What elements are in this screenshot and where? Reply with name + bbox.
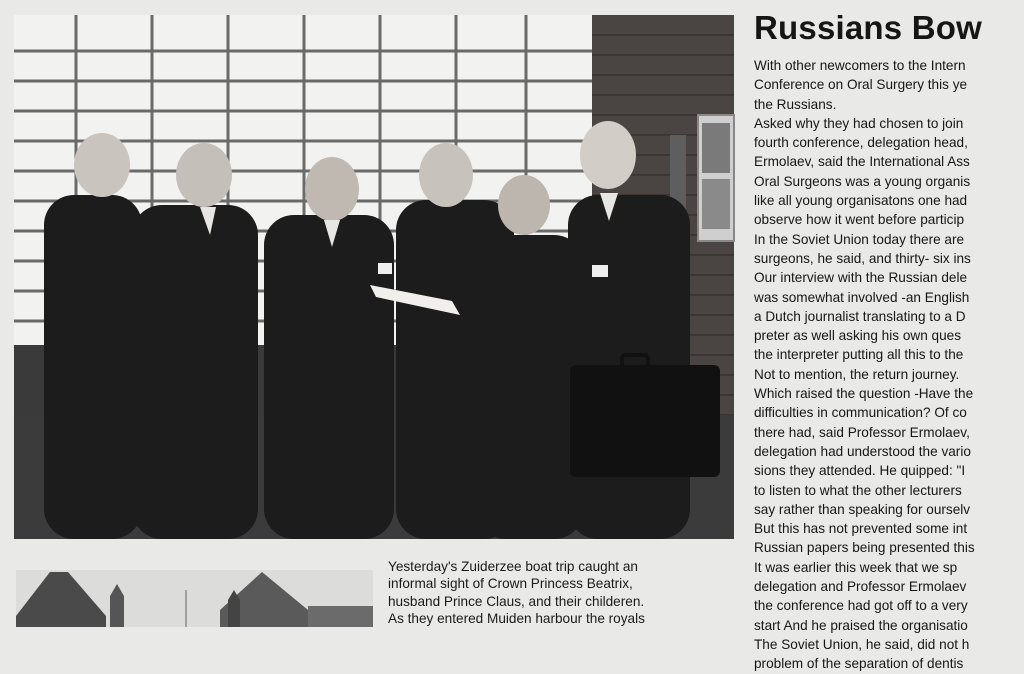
article-line: to listen to what the other lecturers xyxy=(754,482,962,498)
article-line: delegation had understood the vario xyxy=(754,443,971,459)
article-line: say rather than speaking for ourselv xyxy=(754,501,971,517)
article-line: But this has not prevented some int xyxy=(754,521,968,537)
article-line: Our interview with the Russian dele xyxy=(754,270,968,286)
article-line: the Russians. xyxy=(754,96,837,112)
article-line: fourth conference, delegation head, xyxy=(754,135,968,151)
article-line: It was earlier this week that we sp xyxy=(754,559,958,575)
article-line: preter as well asking his own ques xyxy=(754,328,962,344)
article-line: start And he praised the organisatio xyxy=(754,617,968,633)
article-line: was somewhat involved -an English xyxy=(754,289,970,305)
article-line: Russian papers being presented this xyxy=(754,540,975,556)
caption-line: husband Prince Claus, and their childeren. xyxy=(388,593,645,609)
article-line: Not to mention, the return journey. xyxy=(754,366,960,382)
caption-line: informal sight of Crown Princess Beatrix, xyxy=(388,576,633,592)
caption-line: As they entered Muiden harbour the royals xyxy=(388,611,645,627)
article-line: With other newcomers to the Intern xyxy=(754,58,966,73)
article-body xyxy=(754,56,1024,674)
article-headline: Russians Bow xyxy=(754,9,982,46)
article-line: sions they attended. He quipped: "I xyxy=(754,463,966,479)
caption-line: Yesterday's Zuiderzee boat trip caught an xyxy=(388,559,638,574)
article-line: there had, said Professor Ermolaev, xyxy=(754,424,970,440)
article-line: Oral Surgeons was a young organis xyxy=(754,173,971,189)
article-line: surgeons, he said, and thirty- six ins xyxy=(754,250,971,266)
article-line: a Dutch journalist translating to a D xyxy=(754,308,966,324)
article-line: The Soviet Union, he said, did not h xyxy=(754,636,970,652)
delegation-photo-illustration xyxy=(14,15,734,539)
article-line: problem of the separation of dentis xyxy=(754,656,964,672)
article-line: the interpreter putting all this to the xyxy=(754,347,964,363)
article-line: In the Soviet Union today there are xyxy=(754,231,965,247)
article-line: the conference had got off to a very xyxy=(754,598,968,614)
article-line: Conference on Oral Surgery this ye xyxy=(754,77,968,93)
main-photo xyxy=(14,15,734,539)
article-line: like all young organisatons one had xyxy=(754,193,968,209)
article-line: difficulties in communication? Of co xyxy=(754,405,967,421)
secondary-photo xyxy=(16,570,373,627)
article-column xyxy=(754,8,1024,672)
article-line: Ermolaev, said the International Ass xyxy=(754,154,970,170)
buildings-photo-illustration xyxy=(16,570,373,627)
photo-caption xyxy=(388,558,728,627)
article-line: observe how it went before particip xyxy=(754,212,965,228)
article-line: Which raised the question -Have the xyxy=(754,386,974,402)
article-line: Asked why they had chosen to join xyxy=(754,115,964,131)
article-line: delegation and Professor Ermolaev xyxy=(754,579,967,595)
